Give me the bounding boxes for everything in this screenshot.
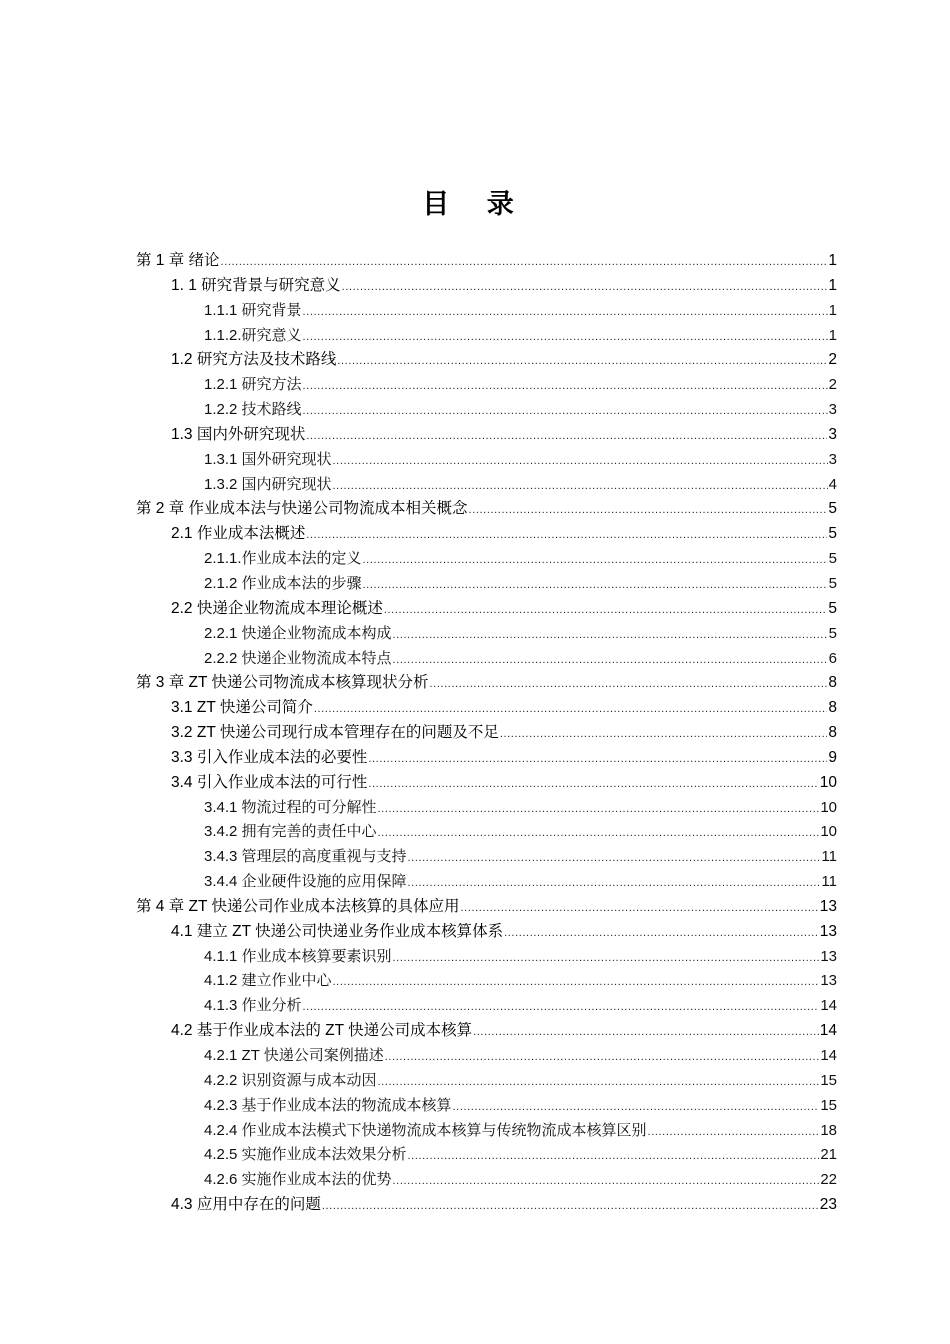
toc-entry-page-number: 13 (820, 947, 837, 965)
toc-entry-label: 4.3 应用中存在的问题 (171, 1196, 321, 1214)
toc-entry[interactable] (136, 1168, 837, 1193)
toc-entry-label: 第 1 章 绪论 (136, 252, 220, 269)
toc-entry-label: 3.4.2 拥有完善的责任中心 (204, 823, 377, 841)
toc-entry[interactable] (136, 1094, 837, 1119)
toc-entry-label: 1.3.2 国内研究现状 (204, 475, 332, 493)
toc-entry-page-number: 21 (820, 1146, 837, 1164)
toc-entry-page-number: 5 (828, 574, 837, 592)
toc-leader-dots (303, 300, 828, 325)
toc-leader-dots (385, 1045, 820, 1070)
toc-entry-page-number: 5 (828, 599, 837, 617)
toc-leader-dots (314, 697, 828, 722)
toc-entry[interactable] (136, 895, 837, 920)
toc-entry-label: 1.3 国内外研究现状 (171, 425, 306, 443)
toc-leader-dots (368, 772, 818, 797)
toc-entry[interactable] (136, 771, 837, 796)
toc-entry-page-number: 8 (828, 674, 837, 692)
toc-entry-page-number: 4 (828, 475, 837, 493)
toc-entry-page-number: 5 (828, 500, 837, 518)
toc-leader-dots (504, 921, 819, 946)
toc-title: 目 录 (422, 189, 528, 220)
toc-entry-label: 3.4 引入作业成本法的可行性 (171, 773, 368, 791)
toc-entry-page-number: 3 (828, 401, 837, 419)
toc-entry-page-number: 23 (819, 1196, 837, 1214)
toc-entry-page-number: 8 (828, 724, 837, 742)
toc-leader-dots (430, 672, 828, 697)
toc-entry[interactable] (136, 845, 837, 870)
toc-entry[interactable] (136, 1119, 837, 1144)
toc-leader-dots (378, 821, 820, 846)
toc-entry[interactable] (136, 1019, 837, 1044)
toc-leader-dots (303, 325, 828, 350)
toc-entry-label: 3.4.4 企业硬件设施的应用保障 (204, 873, 407, 891)
toc-entry[interactable] (136, 721, 837, 746)
toc-entry-label: 4.2.5 实施作业成本法效果分析 (204, 1146, 407, 1164)
toc-entry-label: 3.4.1 物流过程的可分解性 (204, 798, 377, 816)
toc-leader-dots (461, 896, 819, 921)
toc-leader-dots (363, 573, 828, 598)
toc-leader-dots (393, 648, 828, 673)
toc-entry-page-number: 10 (820, 798, 837, 816)
toc-leader-dots (500, 722, 828, 747)
toc-entry-page-number: 1 (828, 276, 837, 294)
toc-entry-label: 第 2 章 作业成本法与快递公司物流成本相关概念 (136, 500, 468, 518)
toc-entry[interactable] (136, 448, 837, 473)
toc-entry-label: 2.2.2 快递企业物流成本特点 (204, 649, 392, 667)
toc-leader-dots (393, 1169, 820, 1194)
toc-entry-label: 1.2 研究方法及技术路线 (171, 351, 337, 369)
toc-entry[interactable] (136, 969, 837, 994)
toc-entry-page-number: 8 (828, 699, 837, 717)
toc-entry-page-number: 14 (819, 1022, 837, 1040)
toc-leader-dots (303, 995, 820, 1020)
toc-entry[interactable] (136, 746, 837, 771)
toc-entry[interactable] (136, 249, 837, 274)
toc-leader-dots (473, 1020, 819, 1045)
toc-entry-label: 4.2.6 实施作业成本法的优势 (204, 1171, 392, 1189)
toc-leader-dots (337, 349, 827, 374)
toc-entry[interactable] (136, 299, 837, 324)
toc-entry[interactable] (136, 547, 837, 572)
toc-entry-page-number: 6 (828, 649, 837, 667)
toc-entry-page-number: 10 (819, 773, 837, 791)
toc-entry-label: 3.3 引入作业成本法的必要性 (171, 748, 368, 766)
toc-leader-dots (303, 399, 828, 424)
toc-leader-dots (221, 250, 828, 275)
toc-entry[interactable] (136, 274, 837, 299)
toc-entry[interactable] (136, 696, 837, 721)
toc-entry-label: 第 3 章 ZT 快递公司物流成本核算现状分析 (136, 674, 429, 692)
toc-leader-dots (393, 946, 820, 971)
toc-entry-page-number: 14 (820, 1047, 837, 1064)
toc-leader-dots (408, 871, 821, 896)
toc-entry[interactable] (136, 497, 837, 522)
toc-entry[interactable] (136, 622, 837, 647)
toc-leader-dots (393, 623, 828, 648)
toc-entry-label: 4.2.3 基于作业成本法的物流成本核算 (204, 1096, 452, 1114)
toc-entry[interactable] (136, 522, 837, 547)
toc-leader-dots (342, 275, 828, 300)
toc-entry-page-number: 11 (821, 873, 837, 891)
toc-entry-page-number: 13 (819, 897, 837, 915)
toc-entry-label: 3.2 ZT 快递公司现行成本管理存在的问题及不足 (171, 724, 499, 742)
toc-entry-label: 2.1 作业成本法概述 (171, 525, 306, 543)
toc-entry-page-number: 5 (828, 550, 837, 568)
toc-entry[interactable] (136, 994, 837, 1019)
toc-entry[interactable] (136, 671, 837, 696)
toc-entry-page-number: 22 (820, 1171, 837, 1189)
toc-entry-page-number: 15 (820, 1071, 837, 1089)
toc-entry[interactable] (136, 920, 837, 945)
toc-leader-dots (378, 797, 820, 822)
toc-leader-dots (363, 548, 828, 573)
toc-entry-label: 2.2.1 快递企业物流成本构成 (204, 624, 392, 642)
toc-entry-label: 4.1.1 作业成本核算要素识别 (204, 947, 392, 965)
toc-entry-page-number: 1 (828, 252, 837, 269)
table-of-contents (136, 249, 837, 1218)
toc-entry-label: 4.1 建立 ZT 快递公司快递业务作业成本核算体系 (171, 922, 504, 940)
toc-entry[interactable] (136, 348, 837, 373)
toc-entry[interactable] (136, 1044, 837, 1069)
toc-entry[interactable] (136, 1069, 837, 1094)
toc-leader-dots (469, 498, 828, 523)
toc-entry-page-number: 2 (828, 351, 837, 369)
toc-entry-page-number: 13 (819, 922, 837, 940)
toc-entry[interactable] (136, 423, 837, 448)
toc-entry-label: 3.4.3 管理层的高度重视与支持 (204, 848, 407, 866)
toc-entry-label: 3.1 ZT 快递公司简介 (171, 699, 313, 717)
toc-leader-dots (408, 846, 821, 871)
toc-entry-label: 4.2.4 作业成本法模式下快递物流成本核算与传统物流成本核算区别 (204, 1121, 647, 1139)
toc-entry[interactable] (136, 572, 837, 597)
toc-entry-page-number: 18 (820, 1121, 837, 1139)
toc-entry-page-number: 9 (828, 748, 837, 766)
toc-entry[interactable] (136, 647, 837, 672)
toc-entry-page-number: 15 (820, 1096, 837, 1114)
toc-entry-label: 4.1.3 作业分析 (204, 997, 302, 1015)
toc-entry-page-number: 3 (828, 450, 837, 468)
toc-entry-label: 1.2.2 技术路线 (204, 401, 302, 419)
toc-leader-dots (368, 747, 827, 772)
toc-entry-label: 1.1.1 研究背景 (204, 301, 302, 319)
toc-entry[interactable] (136, 945, 837, 970)
toc-entry-label: 2.1.2 作业成本法的步骤 (204, 574, 362, 592)
toc-entry-label: 1.1.2.研究意义 (204, 326, 302, 344)
toc-entry-label: 1.3.1 国外研究现状 (204, 450, 332, 468)
toc-leader-dots (453, 1095, 820, 1120)
toc-entry-label: 4.2.2 识别资源与成本动因 (204, 1071, 377, 1089)
toc-entry[interactable] (136, 373, 837, 398)
toc-entry[interactable] (136, 324, 837, 349)
toc-entry-page-number: 5 (828, 624, 837, 642)
toc-leader-dots (303, 374, 828, 399)
toc-entry-page-number: 2 (828, 376, 837, 394)
toc-entry-label: 2.1.1.作业成本法的定义 (204, 550, 362, 568)
toc-leader-dots (333, 449, 828, 474)
toc-entry-page-number: 13 (820, 972, 837, 990)
toc-entry[interactable] (136, 870, 837, 895)
toc-leader-dots (322, 1194, 819, 1219)
toc-entry-page-number: 14 (820, 997, 837, 1015)
toc-entry-label: 4.2 基于作业成本法的 ZT 快递公司成本核算 (171, 1022, 473, 1040)
toc-entry-label: 4.1.2 建立作业中心 (204, 972, 332, 990)
toc-entry-label: 1.2.1 研究方法 (204, 376, 302, 394)
toc-leader-dots (384, 598, 828, 623)
toc-entry[interactable] (136, 1193, 837, 1218)
toc-entry-page-number: 1 (828, 326, 837, 344)
toc-leader-dots (648, 1120, 820, 1145)
toc-entry-page-number: 3 (828, 425, 837, 443)
toc-entry[interactable] (136, 597, 837, 622)
toc-leader-dots (306, 424, 827, 449)
toc-entry-label: 4.2.1 ZT 快递公司案例描述 (204, 1047, 384, 1064)
toc-entry-label: 第 4 章 ZT 快递公司作业成本法核算的具体应用 (136, 897, 460, 915)
toc-entry[interactable] (136, 473, 837, 498)
toc-entry-page-number: 11 (821, 848, 837, 866)
toc-entry[interactable] (136, 796, 837, 821)
toc-entry[interactable] (136, 1143, 837, 1168)
toc-entry-page-number: 10 (820, 823, 837, 841)
toc-entry[interactable] (136, 398, 837, 423)
toc-entry-page-number: 5 (828, 525, 837, 543)
toc-entry[interactable] (136, 820, 837, 845)
toc-leader-dots (378, 1070, 820, 1095)
toc-leader-dots (333, 474, 828, 499)
toc-entry-label: 1. 1 研究背景与研究意义 (171, 276, 341, 294)
toc-entry-page-number: 1 (828, 301, 837, 319)
toc-leader-dots (306, 523, 827, 548)
toc-entry-label: 2.2 快递企业物流成本理论概述 (171, 599, 383, 617)
toc-leader-dots (333, 970, 820, 995)
toc-leader-dots (408, 1144, 820, 1169)
